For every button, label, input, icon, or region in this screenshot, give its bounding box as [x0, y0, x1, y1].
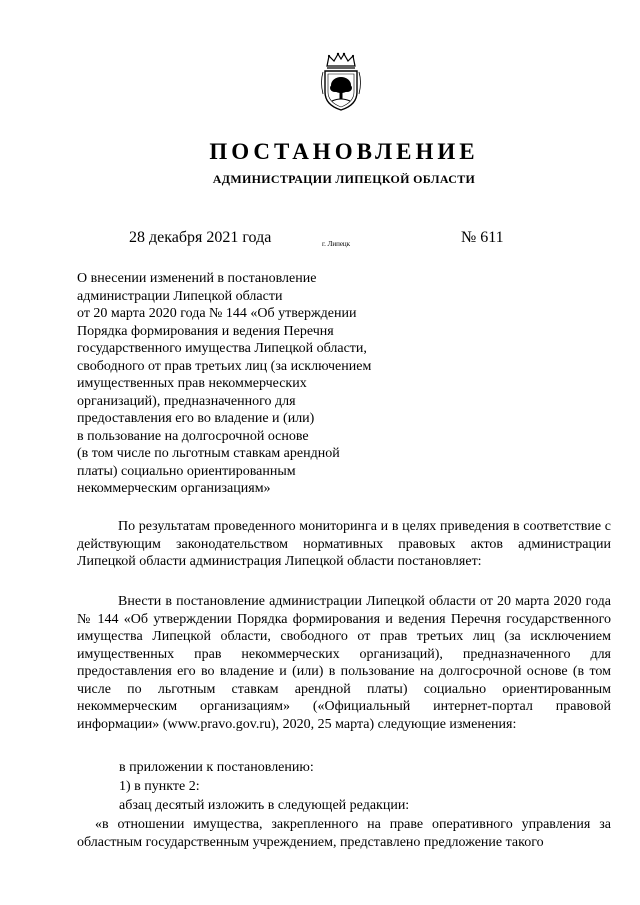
subject-line: платы) социально ориентированным [77, 463, 296, 479]
subject-line: администрации Липецкой области [77, 288, 283, 304]
list-item: в приложении к постановлению: [119, 760, 314, 775]
document-title: ПОСТАНОВЛЕНИЕ [209, 139, 479, 164]
list-item: 1) в пункте 2: [119, 779, 200, 794]
subject-line: некоммерческим организациям» [77, 481, 271, 496]
quoted-paragraph [77, 816, 611, 851]
issuing-authority: АДМИНИСТРАЦИИ ЛИПЕЦКОЙ ОБЛАСТИ [212, 172, 476, 186]
coat-of-arms-icon [319, 52, 363, 112]
document-number: № 611 [461, 229, 504, 246]
document-place: г. Липецк [322, 240, 351, 248]
subject-line: свободного от прав третьих лиц (за исключением [77, 358, 372, 374]
subject-line: имущественных прав некоммерческих [77, 376, 307, 391]
amendment-paragraph [77, 593, 611, 733]
paragraph-text: «в отношении имущества, закрепленного на праве оперативного управления за областным государственным учреждением, представлено предложение такого [77, 817, 611, 850]
subject-line: государственного имущества Липецкой области, [77, 341, 367, 356]
subject-line: предоставления его во владение и (или) [77, 411, 315, 426]
preamble-paragraph [77, 518, 611, 571]
paragraph-text: Внести в постановление администрации Липецкой области от 20 марта 2020 года № 144 «Об утверждении Порядка формирования и ведения Перечня государственного имущества Липецкой области, свободного от прав третьих лиц (за исключением имущественных прав некоммерческих организаций), предназначенного для предоставления его во владение и (или) в пользование на долгосрочной основе (в том числе по льготным ставкам арендной платы) социально ориентированным некоммерческим организациям» («Официальный интернет-портал правовой информации» (www.pravo.gov.ru), 2020, 25 марта) следующие изменения: [77, 594, 611, 732]
subject-line: (в том числе по льготным ставкам арендной [77, 446, 340, 461]
document-subject [77, 270, 407, 498]
paragraph-text: По результатам проведенного мониторинга и в целях приведения в соответствие с действующим законодательством нормативных правовых актов администрации Липецкой области администрация Липецкой области постановляет: [77, 519, 611, 569]
subject-line: Порядка формирования и ведения Перечня [77, 323, 334, 339]
subject-line: организаций), предназначенного для [77, 393, 296, 409]
document-date: 28 декабря 2021 года [129, 229, 272, 246]
subject-line: О внесении изменений в постановление [77, 271, 317, 286]
list-item: абзац десятый изложить в следующей редакции: [119, 798, 410, 813]
subject-line: от 20 марта 2020 года № 144 «Об утверждении [77, 306, 357, 321]
subject-line: в пользование на долгосрочной основе [77, 428, 309, 444]
